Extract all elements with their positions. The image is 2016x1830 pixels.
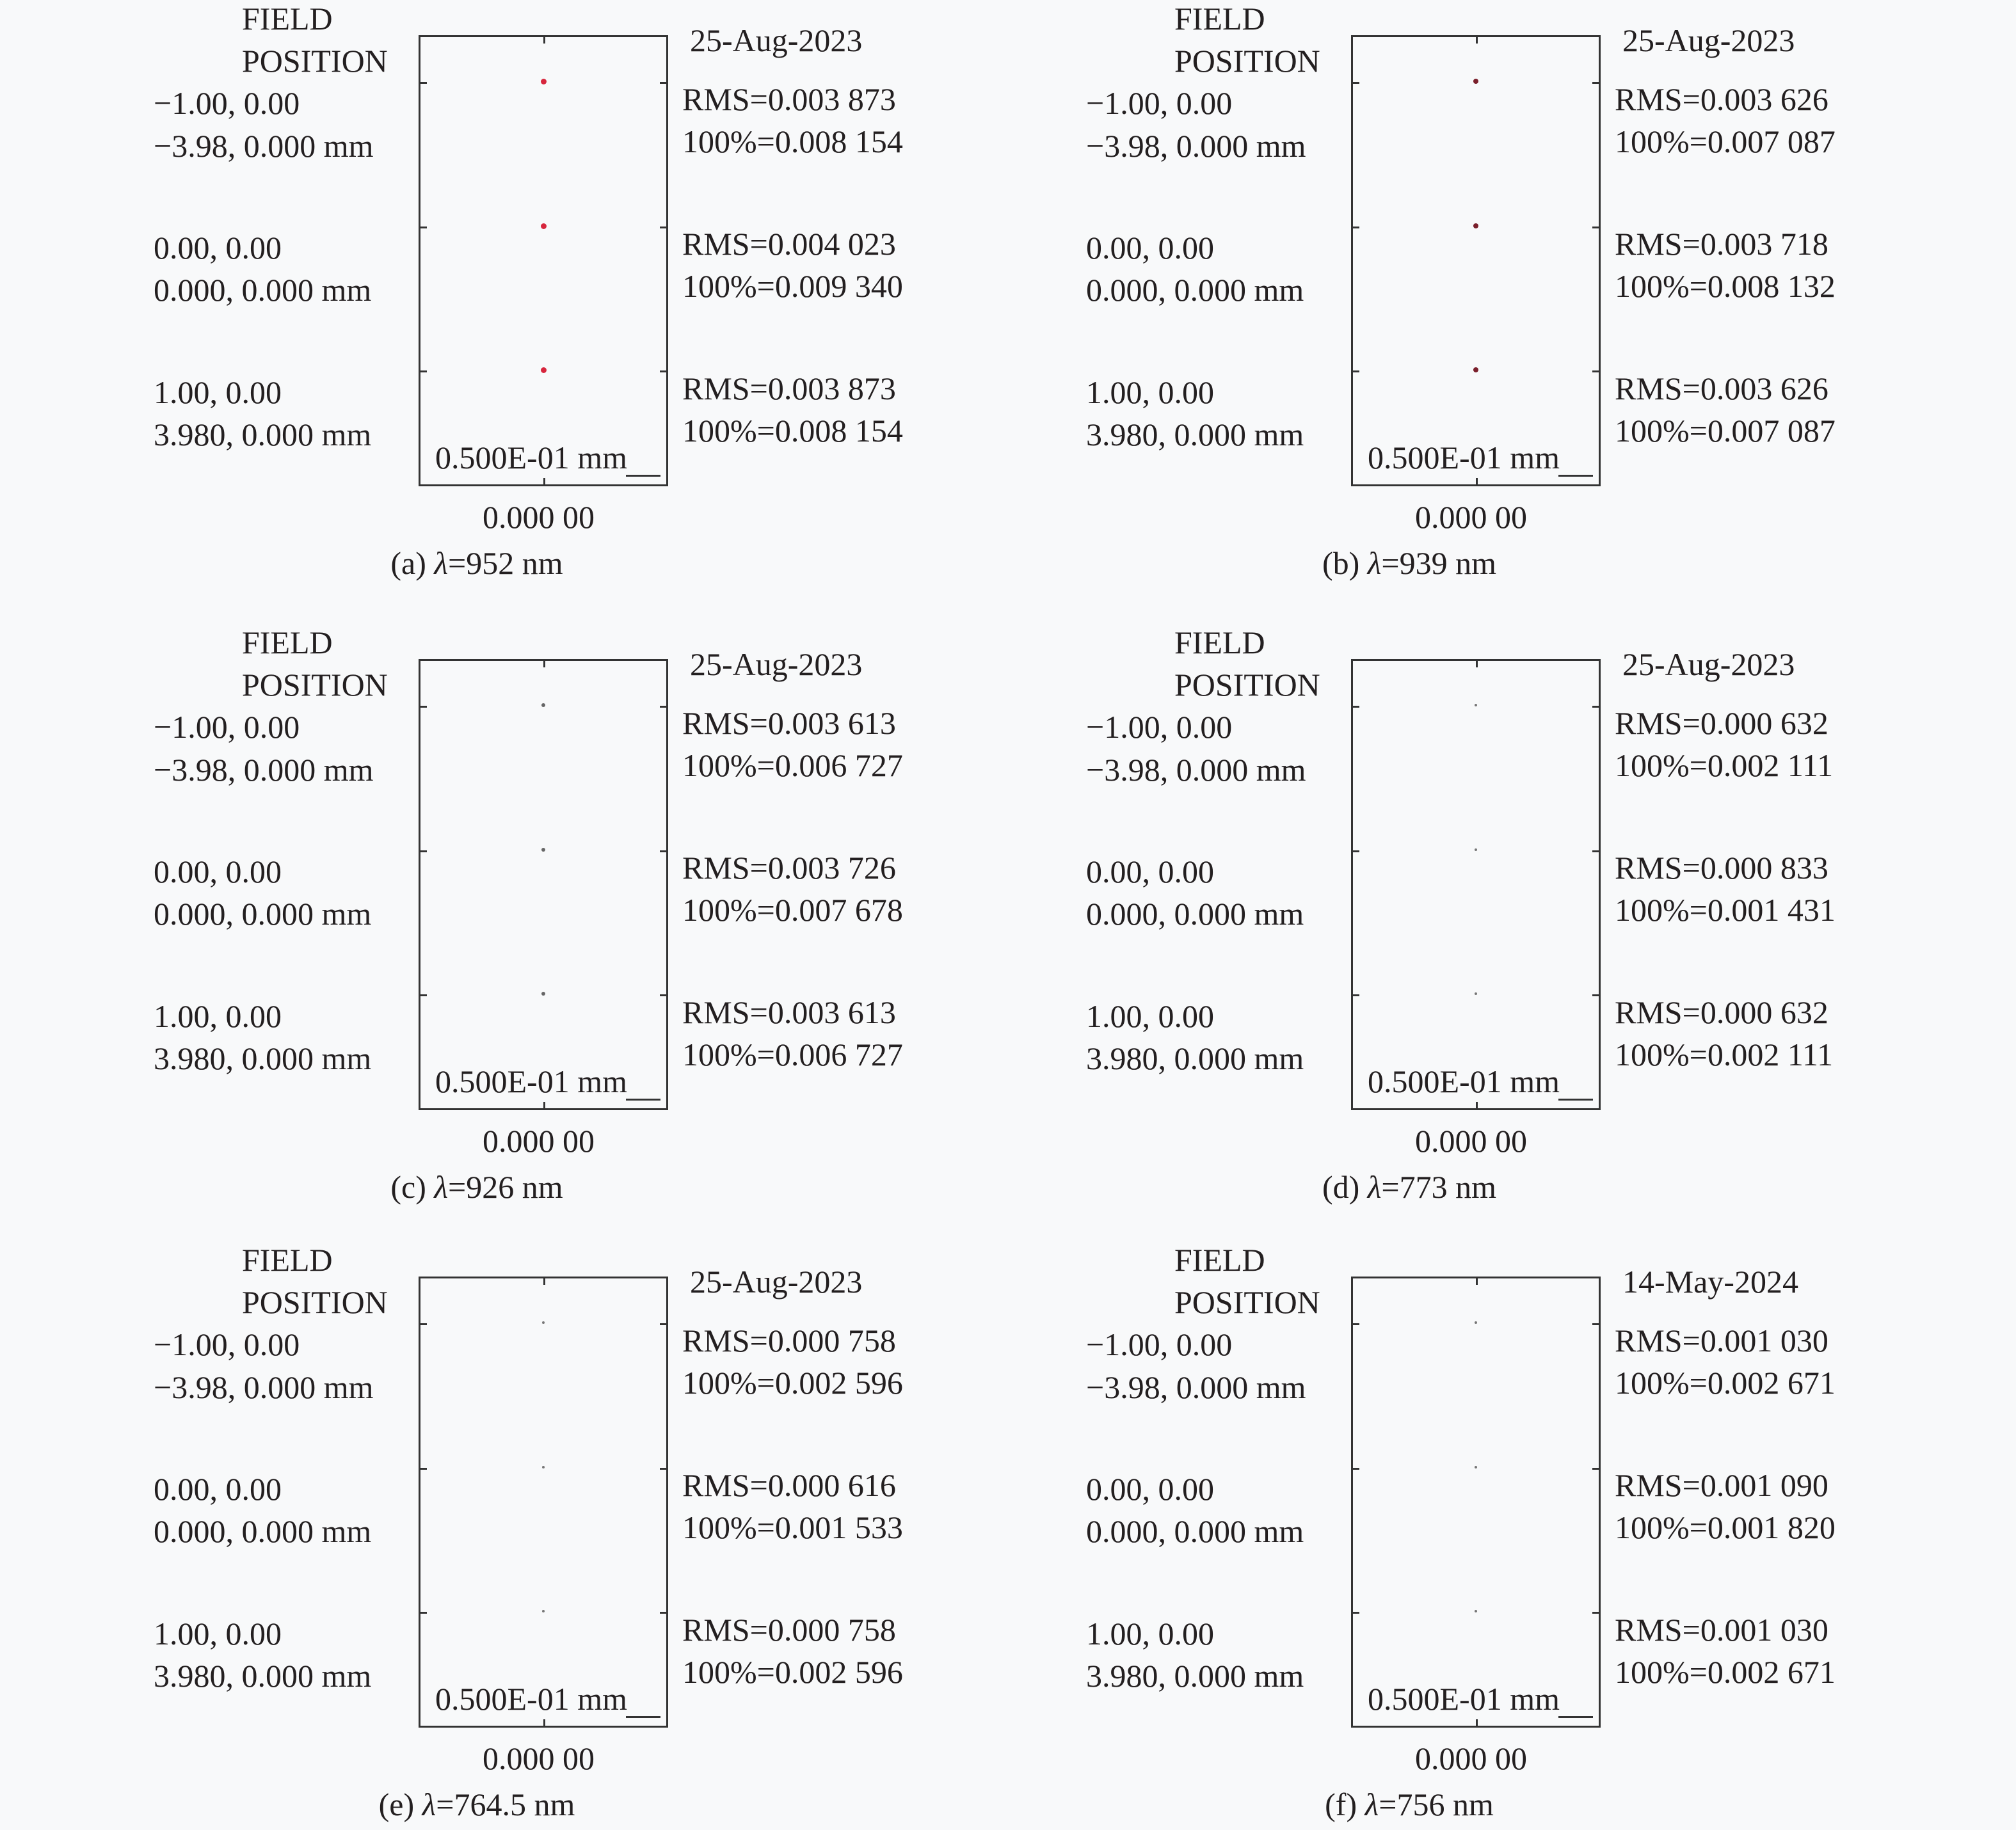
scale-bar [1558,1716,1593,1718]
spot-point-field-2 [1475,1466,1477,1468]
equals-sign: = [1381,545,1400,581]
geo-radius-value: 100%=0.002 111 [1615,1037,1834,1072]
geo-radius-value: 100%=0.008 154 [682,123,903,159]
rms-radius-value: RMS=0.003 626 [1615,370,1828,406]
equals-sign: = [1379,1786,1397,1822]
axis-tick-right [1592,1468,1599,1470]
axis-tick-left [1353,370,1359,372]
spot-panel-a [154,0,1037,589]
panel-caption [154,1788,800,1820]
field-angle-label: −1.00, 0.00 [154,709,300,745]
lambda-symbol: λ [434,1169,449,1205]
field-image-height-label: 0.000, 0.000 mm [154,272,372,308]
spot-panel-b [1086,0,1969,589]
spot-plot-area [1351,1277,1601,1728]
field-angle-label: 1.00, 0.00 [154,1616,282,1651]
scale-label: 0.500E-01 mm [1368,1063,1560,1099]
spot-panel-f [1086,1241,1969,1830]
spot-panel-c [154,624,1037,1213]
caption-wavelength: 939 nm [1399,545,1497,581]
caption-label: (c) [390,1169,426,1205]
spot-point-field-2 [541,848,545,852]
rms-radius-value: RMS=0.001 030 [1615,1612,1828,1648]
caption-label: (a) [390,545,426,581]
caption-space [1357,1786,1365,1822]
lambda-symbol: λ [422,1786,436,1822]
spot-point-field-1 [541,703,545,707]
rms-radius-value: RMS=0.000 833 [1615,850,1828,886]
field-image-height-label: −3.98, 0.000 mm [1086,752,1306,788]
field-angle-label: 1.00, 0.00 [154,998,282,1034]
field-image-height-label: 3.980, 0.000 mm [154,417,372,452]
axis-tick-right [660,706,666,708]
caption-label: (d) [1322,1169,1360,1205]
axis-center-value: 0.000 00 [1415,499,1527,535]
caption-space [1359,545,1368,581]
axis-tick-right [660,227,666,228]
rms-radius-value: RMS=0.003 726 [682,850,896,886]
axis-tick-bottom [1476,1102,1478,1108]
spot-point-field-3 [1473,367,1478,372]
axis-tick-top [543,1278,545,1285]
caption-wavelength: 756 nm [1396,1786,1494,1822]
field-image-height-label: 0.000, 0.000 mm [1086,896,1304,932]
axis-tick-right [1592,1323,1599,1325]
field-image-height-label: 3.980, 0.000 mm [1086,417,1304,452]
geo-radius-value: 100%=0.001 431 [1615,892,1836,928]
spot-plot-area [1351,659,1601,1110]
scale-bar [1558,475,1593,477]
axis-tick-right [660,850,666,852]
caption-label: (e) [378,1786,415,1822]
spot-plot-area [419,35,668,486]
geo-radius-value: 100%=0.008 154 [682,413,903,449]
axis-tick-right [1592,994,1599,996]
caption-space [426,545,435,581]
caption-label: (b) [1322,545,1360,581]
equals-sign: = [436,1786,454,1822]
field-header-line2: POSITION [1174,43,1320,79]
axis-tick-top [543,37,545,44]
field-header-line2: POSITION [242,43,388,79]
panel-caption [154,547,800,579]
scale-bar [1558,1099,1593,1101]
caption-wavelength: 926 nm [466,1169,563,1205]
panel-caption [1086,547,1732,579]
spot-point-field-2 [541,223,547,229]
spot-plot-area [419,659,668,1110]
axis-tick-left [1353,994,1359,996]
caption-space [426,1169,435,1205]
axis-tick-bottom [543,478,545,484]
geo-radius-value: 100%=0.006 727 [682,1037,903,1072]
field-angle-label: 0.00, 0.00 [1086,230,1214,266]
rms-radius-value: RMS=0.000 758 [682,1612,896,1648]
field-angle-label: −1.00, 0.00 [154,1326,300,1362]
rms-radius-value: RMS=0.000 632 [1615,705,1828,741]
panel-caption [1086,1171,1732,1203]
rms-radius-value: RMS=0.003 873 [682,81,896,117]
caption-label: (f) [1325,1786,1357,1822]
field-header-line2: POSITION [242,1284,388,1320]
caption-wavelength: 952 nm [466,545,563,581]
scale-label: 0.500E-01 mm [435,1681,627,1717]
axis-tick-bottom [1476,478,1478,484]
field-image-height-label: −3.98, 0.000 mm [154,128,374,164]
axis-tick-top [543,661,545,667]
plot-date: 14-May-2024 [1622,1264,1798,1300]
field-header-line1: FIELD [242,1,333,36]
lambda-symbol: λ [1367,1169,1382,1205]
field-angle-label: −1.00, 0.00 [154,85,300,121]
axis-tick-top [1476,37,1478,44]
axis-center-value: 0.000 00 [1415,1740,1527,1776]
axis-tick-left [420,850,427,852]
spot-plot-area [419,1277,668,1728]
geo-radius-value: 100%=0.009 340 [682,268,903,304]
scale-label: 0.500E-01 mm [435,1063,627,1099]
axis-tick-bottom [543,1102,545,1108]
spot-point-field-3 [541,992,545,996]
field-image-height-label: 0.000, 0.000 mm [154,1513,372,1549]
axis-tick-right [1592,370,1599,372]
axis-tick-right [660,370,666,372]
scale-bar [626,475,660,477]
scale-label: 0.500E-01 mm [1368,1681,1560,1717]
caption-space [414,1786,422,1822]
geo-radius-value: 100%=0.002 596 [682,1654,903,1690]
field-header-line2: POSITION [1174,667,1320,703]
field-image-height-label: −3.98, 0.000 mm [1086,1369,1306,1405]
axis-tick-left [1353,1468,1359,1470]
spot-point-field-1 [1475,1321,1477,1324]
field-angle-label: 1.00, 0.00 [1086,374,1214,410]
rms-radius-value: RMS=0.001 030 [1615,1323,1828,1358]
geo-radius-value: 100%=0.002 596 [682,1365,903,1401]
rms-radius-value: RMS=0.003 873 [682,370,896,406]
equals-sign: = [1381,1169,1400,1205]
field-angle-label: 0.00, 0.00 [1086,854,1214,889]
caption-wavelength: 773 nm [1399,1169,1497,1205]
axis-tick-left [420,1612,427,1614]
equals-sign: = [448,545,467,581]
field-image-height-label: 0.000, 0.000 mm [154,896,372,932]
field-angle-label: 0.00, 0.00 [154,1471,282,1507]
scale-bar [626,1716,660,1718]
geo-radius-value: 100%=0.002 671 [1615,1654,1836,1690]
field-angle-label: −1.00, 0.00 [1086,709,1233,745]
rms-radius-value: RMS=0.000 616 [682,1467,896,1503]
field-image-height-label: −3.98, 0.000 mm [154,1369,374,1405]
scale-label: 0.500E-01 mm [1368,440,1560,475]
axis-center-value: 0.000 00 [483,499,595,535]
axis-tick-left [1353,850,1359,852]
spot-plot-area [1351,35,1601,486]
field-angle-label: 0.00, 0.00 [154,854,282,889]
plot-date: 25-Aug-2023 [1622,646,1795,682]
axis-tick-right [660,1468,666,1470]
field-header-line2: POSITION [242,667,388,703]
spot-point-field-1 [542,1321,545,1324]
geo-radius-value: 100%=0.008 132 [1615,268,1836,304]
scale-label: 0.500E-01 mm [435,440,627,475]
axis-tick-left [420,706,427,708]
geo-radius-value: 100%=0.007 678 [682,892,903,928]
field-angle-label: −1.00, 0.00 [1086,1326,1233,1362]
field-header-line1: FIELD [1174,1242,1265,1278]
rms-radius-value: RMS=0.003 626 [1615,81,1828,117]
lambda-symbol: λ [1367,545,1382,581]
axis-tick-right [660,82,666,84]
field-header-line2: POSITION [1174,1284,1320,1320]
plot-date: 25-Aug-2023 [690,22,863,58]
rms-radius-value: RMS=0.004 023 [682,226,896,262]
scale-bar [626,1099,660,1101]
axis-center-value: 0.000 00 [1415,1123,1527,1159]
axis-tick-right [660,1612,666,1614]
spot-point-field-1 [1475,704,1477,706]
axis-tick-right [660,1323,666,1325]
axis-tick-left [1353,706,1359,708]
rms-radius-value: RMS=0.001 090 [1615,1467,1828,1503]
rms-radius-value: RMS=0.000 758 [682,1323,896,1358]
caption-wavelength: 764.5 nm [454,1786,575,1822]
spot-panel-d [1086,624,1969,1213]
field-image-height-label: 3.980, 0.000 mm [154,1658,372,1694]
equals-sign: = [448,1169,467,1205]
lambda-symbol: λ [434,545,449,581]
axis-tick-right [660,994,666,996]
geo-radius-value: 100%=0.006 727 [682,747,903,783]
axis-tick-right [1592,706,1599,708]
spot-panel-e [154,1241,1037,1830]
axis-tick-left [1353,1612,1359,1614]
plot-date: 25-Aug-2023 [1622,22,1795,58]
field-angle-label: 1.00, 0.00 [1086,998,1214,1034]
field-header-line1: FIELD [242,625,333,660]
field-header-line1: FIELD [1174,1,1265,36]
panel-caption [154,1171,800,1203]
field-image-height-label: 0.000, 0.000 mm [1086,272,1304,308]
field-image-height-label: 0.000, 0.000 mm [1086,1513,1304,1549]
plot-date: 25-Aug-2023 [690,1264,863,1300]
rms-radius-value: RMS=0.000 632 [1615,994,1828,1030]
field-angle-label: 0.00, 0.00 [1086,1471,1214,1507]
field-image-height-label: −3.98, 0.000 mm [154,752,374,788]
axis-tick-right [1592,850,1599,852]
field-angle-label: 1.00, 0.00 [154,374,282,410]
field-header-line1: FIELD [1174,625,1265,660]
plot-date: 25-Aug-2023 [690,646,863,682]
axis-tick-left [1353,82,1359,84]
axis-tick-right [1592,82,1599,84]
axis-tick-left [420,1468,427,1470]
spot-point-field-3 [1475,1610,1477,1612]
spot-point-field-1 [541,79,547,84]
field-image-height-label: 3.980, 0.000 mm [1086,1658,1304,1694]
spot-point-field-3 [1475,992,1477,995]
lambda-symbol: λ [1364,1786,1379,1822]
axis-tick-left [420,370,427,372]
geo-radius-value: 100%=0.002 671 [1615,1365,1836,1401]
field-image-height-label: −3.98, 0.000 mm [1086,128,1306,164]
axis-center-value: 0.000 00 [483,1740,595,1776]
spot-point-field-2 [542,1466,545,1468]
geo-radius-value: 100%=0.007 087 [1615,413,1836,449]
geo-radius-value: 100%=0.001 533 [682,1509,903,1545]
spot-point-field-2 [1475,848,1477,851]
spot-point-field-3 [542,1610,545,1612]
axis-tick-left [420,227,427,228]
field-angle-label: 1.00, 0.00 [1086,1616,1214,1651]
rms-radius-value: RMS=0.003 718 [1615,226,1828,262]
axis-tick-left [420,1323,427,1325]
panel-caption [1086,1788,1732,1820]
field-image-height-label: 3.980, 0.000 mm [1086,1040,1304,1076]
geo-radius-value: 100%=0.002 111 [1615,747,1834,783]
rms-radius-value: RMS=0.003 613 [682,994,896,1030]
axis-tick-left [1353,1323,1359,1325]
axis-tick-bottom [1476,1719,1478,1726]
geo-radius-value: 100%=0.007 087 [1615,123,1836,159]
field-angle-label: −1.00, 0.00 [1086,85,1233,121]
axis-tick-left [420,994,427,996]
field-image-height-label: 3.980, 0.000 mm [154,1040,372,1076]
axis-tick-right [1592,1612,1599,1614]
caption-space [1359,1169,1368,1205]
spot-point-field-3 [541,367,547,373]
axis-tick-top [1476,661,1478,667]
axis-tick-bottom [543,1719,545,1726]
axis-tick-left [420,82,427,84]
axis-tick-left [1353,227,1359,228]
rms-radius-value: RMS=0.003 613 [682,705,896,741]
geo-radius-value: 100%=0.001 820 [1615,1509,1836,1545]
axis-tick-right [1592,227,1599,228]
spot-point-field-1 [1473,79,1478,84]
field-header-line1: FIELD [242,1242,333,1278]
spot-point-field-2 [1473,223,1478,228]
axis-center-value: 0.000 00 [483,1123,595,1159]
axis-tick-top [1476,1278,1478,1285]
field-angle-label: 0.00, 0.00 [154,230,282,266]
